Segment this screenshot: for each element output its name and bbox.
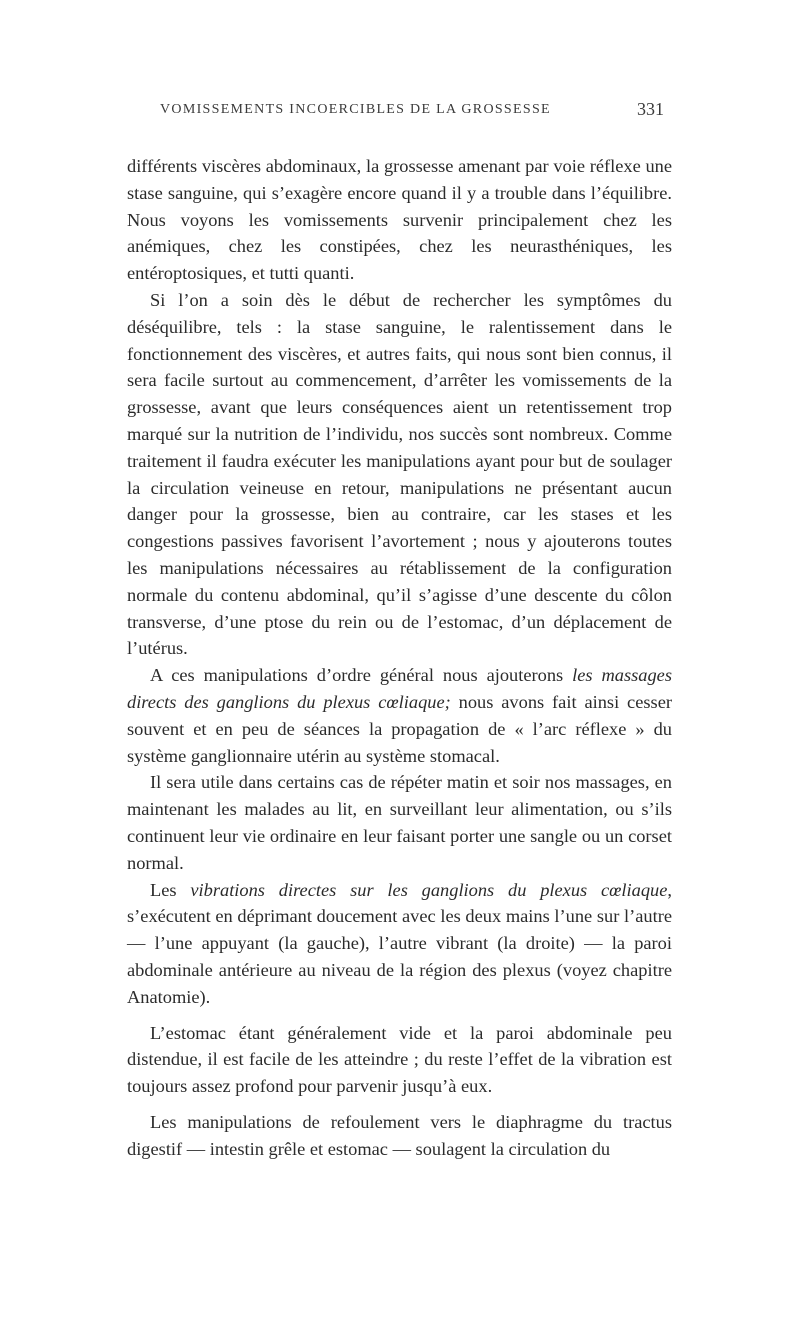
running-head: VOMISSEMENTS INCOERCIBLES DE LA GROSSESSE	[160, 102, 551, 117]
paragraph-5-text-a: Les	[150, 879, 191, 900]
paragraph-3	[127, 662, 672, 769]
paragraph-1: différents viscères abdominaux, la grossesse amenant par voie réflexe une stase sanguine, qui s’exagère encore quand il y a trouble dans l’équilibre. Nous voyons les vomissements survenir principalement chez les anémiques, chez les constipées, chez les neurasthéniques, les entéroptosiques, et tutti quanti.	[127, 156, 672, 284]
paragraph-5-italic: vibrations directes sur les ganglions du plexus cœliaque	[190, 879, 668, 900]
paragraph-3-italic: les massages directs des ganglions du plexus cœliaque;	[127, 665, 672, 712]
page-number: 331	[637, 99, 664, 119]
paragraph-2: Si l’on a soin dès le début de rechercher les symptômes du déséquilibre, tels : la stase sanguine, le ralentissement dans le fonctionnement des viscères, et autres faits, qui nous sont bien connus, il sera facile surtout au commencement, d’arrêter les vomissements de la grossesse, avant que leurs conséquences aient un retentissement trop marqué sur la nutrition de l’individu, nos succès sont nombreux. Comme traitement il faudra exécuter les manipulations ayant pour but de soulager la circulation veineuse en retour, manipulations ne présentant aucun danger pour la grossesse, bien au contraire, car les stases et les congestions passives favorisent l’avortement ; nous y ajouterons toutes les manipulations nécessaires au rétablissement de la configuration normale du contenu abdominal, qu’il s’agisse d’une descente du côlon transverse, d’une ptose du rein ou de l’estomac, d’un déplacement de l’utérus.	[127, 289, 672, 659]
paragraph-3-text-b: nous avons fait ainsi cesser souvent et en peu de séances la propagation de « l’arc réflexe » du système ganglionnaire utérin au système stomacal.	[127, 691, 672, 766]
paragraph-5-text-b: , s’exécutent en déprimant doucement avec les deux mains l’une sur l’autre — l’une appuyant (la gauche), l’autre vibrant (la droite) — la paroi abdominale antérieure au niveau de la région des plexus (voyez chapitre Anatomie).	[127, 879, 673, 1007]
paragraph-5	[127, 877, 672, 1011]
paragraph-3-text-a: A ces manipulations d’ordre général nous ajouterons	[150, 665, 573, 686]
page-header	[0, 100, 801, 122]
paragraph-4: Il sera utile dans certains cas de répéter matin et soir nos massages, en maintenant les malades au lit, en surveillant leur alimentation, ou s’ils continuent leur vie ordinaire en leur faisant porter une sangle ou un corset normal.	[127, 772, 672, 873]
body-text	[127, 153, 672, 1162]
paragraph-6: L’estomac étant généralement vide et la paroi abdominale peu distendue, il est facile de les atteindre ; du reste l’effet de la vibration est toujours assez profond pour parvenir jusqu’à eux.	[127, 1022, 672, 1097]
paragraph-7: Les manipulations de refoulement vers le diaphragme du tractus digestif — intestin grêle et estomac — soulagent la circulation du	[127, 1111, 672, 1159]
